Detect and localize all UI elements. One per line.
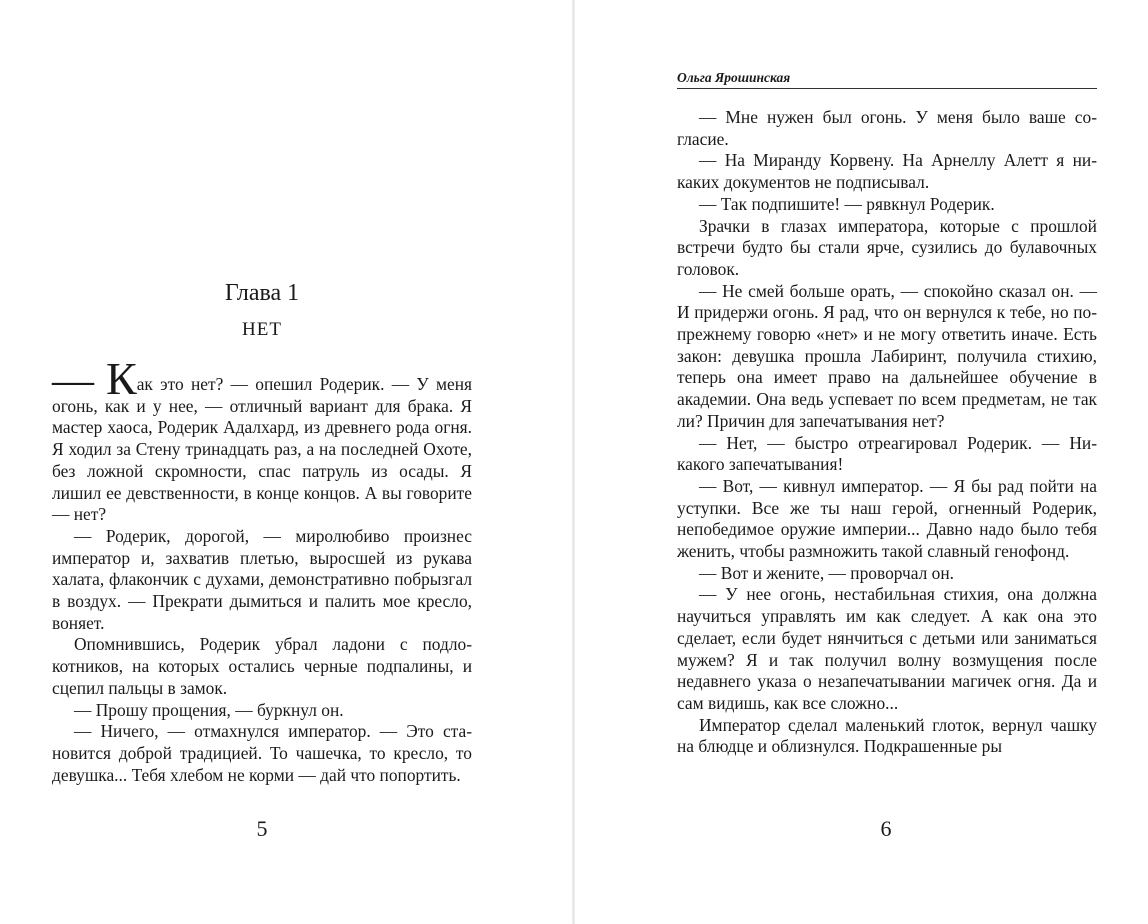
paragraph: — Не смей больше орать, — спокойно сказал он. — И придержи огонь. Я рад, что он вернулся к тебе, но по-прежнему говорю «нет» и не могу ответить иначе. Есть закон: девушка прошла Лабиринт, получила стихию, теперь она имеет право на дальнейшее обучение в академии. Она ведь успевает по всем предметам, не так ли? Причин для запечатывания нет? — [677, 280, 1097, 431]
paragraph: — Вот и жените, — проворчал он. — [699, 562, 955, 583]
paragraph — [52, 353, 472, 526]
paragraph: — Нет, — быстро отреагировал Родерик. — Никакого запечатывания! — [677, 432, 1097, 475]
left-page-text — [52, 353, 472, 786]
paragraph: — Вот, — кивнул император. — Я бы рад пойти на уступки. Все же ты наш герой, огненный Родерик, непобедимое оружие империи... Давно надо было тебя женить, чтобы размножить такой славный генофонд. — [677, 475, 1097, 562]
running-head-author: Ольга Ярошинская — [677, 70, 1097, 89]
paragraph: Император сделал маленький глоток, вернул чашку на блюдце и облизнулся. Подкрашенные ры — [677, 714, 1097, 757]
paragraph: Зрачки в глазах императора, которые с прошлой встречи будто бы стали ярче, сузились до булавочных головок. — [677, 215, 1097, 279]
paragraph: — Прошу прощения, — буркнул он. — [74, 699, 344, 720]
chapter-title: Глава 1 — [224, 280, 300, 306]
paragraph-text: ак это нет? — опешил Родерик. — У меня огонь, как и у нее, — отличный вариант для брака. Я мастер хаоса, Родерик Адалхард, из древнего рода огня. Я ходил за Стену тринадцать раз, а на последней Охоте, без ложной скромности, спас патруль из осады. Я лишил ее девственности, в конце концов. А вы говорите — нет? — [52, 374, 472, 525]
chapter-subtitle: НЕТ — [242, 319, 282, 340]
paragraph: — Ничего, — отмахнулся император. — Это становится доброй традицией. То чашечка, то кресло, то девушка... Тебя хлебом не корми — дай что попортить. — [52, 721, 472, 785]
page-number: 5 — [256, 816, 268, 841]
right-page-text — [677, 107, 1097, 758]
dropcap-letter: К — [106, 353, 137, 404]
paragraph: — Мне нужен был огонь. У меня было ваше согласие. — [677, 107, 1097, 149]
paragraph: — Родерик, дорогой, — миролюбиво произнес император и, захватив плетью, выросшей из рукава халата, флакончик с духами, демонстративно побрызгал в воздух. — Прекрати дымиться и палить мое кресло, воняет. — [52, 525, 472, 633]
right-page — [574, 0, 1148, 924]
paragraph: — Так подпишите! — рявкнул Родерик. — [699, 193, 995, 214]
paragraph: — У нее огонь, нестабильная стихия, она должна научиться управлять им как следует. А как она это сделает, если будет нянчиться с детьми или заниматься мужем? Я и так получил волну возмущения после недавнего указа о незапечатывании магичек огня. Да и сам видишь, как все сложно... — [677, 584, 1097, 713]
paragraph: — На Миранду Корвену. На Арнеллу Алетт я никаких документов не подписывал. — [677, 150, 1097, 193]
page-number: 6 — [880, 816, 892, 841]
paragraph: Опомнившись, Родерик убрал ладони с подлокотников, на которых остались черные подпалины, и сцепил пальцы в замок. — [52, 634, 472, 698]
dropcap-dash: — — [52, 358, 94, 404]
